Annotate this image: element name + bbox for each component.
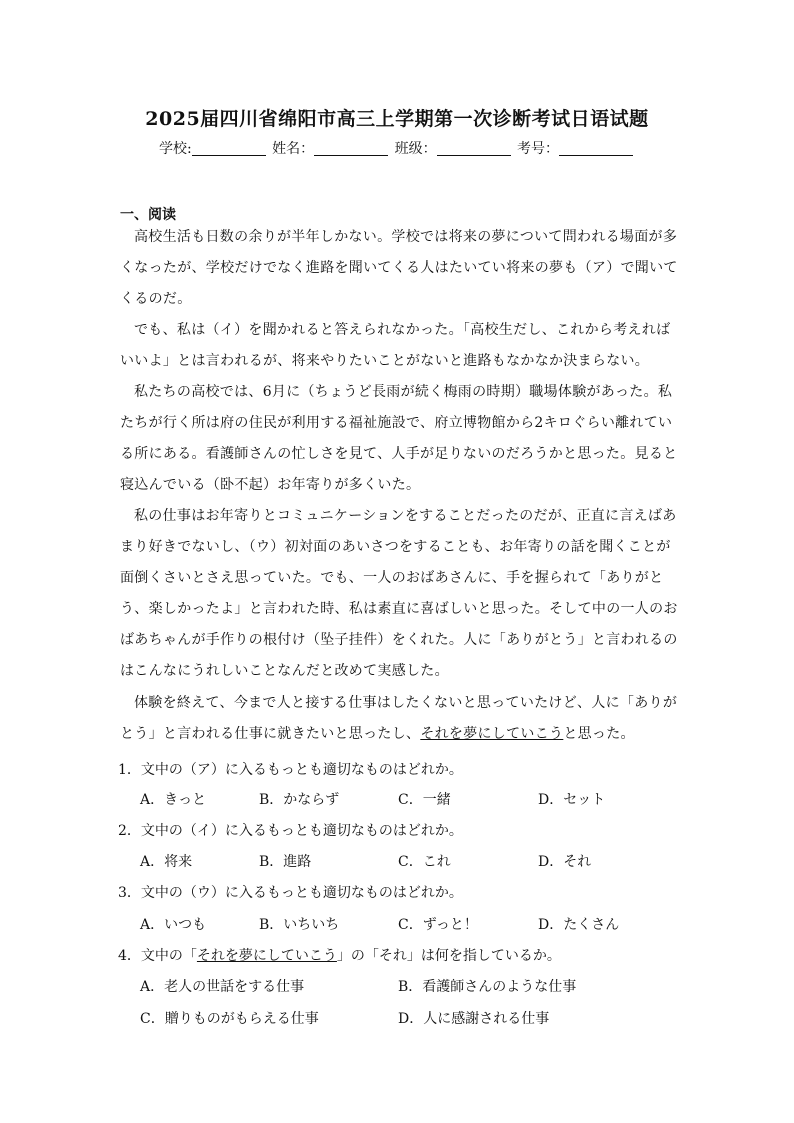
question-1-option-d[interactable]: D．セット [538,792,606,808]
question-2-option-d[interactable]: D．それ [538,854,592,870]
paragraph-5-end: と思った。 [563,726,635,742]
page-title: 2025届四川省绵阳市高三上学期第一次诊断考试日语试题 [145,108,649,130]
passage-paragraph-5 [120,688,680,750]
question-2-option-c[interactable]: C．これ [398,854,451,870]
question-1-option-c[interactable]: C．一緒 [398,792,451,808]
school-label: 学校: [158,141,192,157]
question-4-option-c[interactable]: C．贈りものがもらえる仕事 [140,1011,319,1027]
name-blank[interactable] [314,141,388,156]
question-2-stem: 2．文中の（イ）に入るもっとも適切なものはどれか。 [118,823,463,839]
passage-paragraph-4: 私の仕事はお年寄りとコミュニケーションをすることだったのだが、正直に言えばあまり好きでないし、（ウ）初対面のあいさつをすることも、お年寄りの話を聞くことが面倒くさいとさえ思っていた。でも、一人のおばあさんに、手を握られて「ありがとう、楽しかったよ」と言われた時、私は素直に喜ばしいと思った。そして中の一人のおばあちゃんが手作りの根付け（坠子挂件）をくれた。人に「ありがとう」と言われるのはこんなにうれしいことなんだと改めて実感した。 [120,508,678,679]
question-4-stem-start: 4．文中の「 [118,948,197,964]
passage-paragraph-2: でも、私は（イ）を聞かれると答えられなかった。「高校生だし、これから考えればいいよ」とは言われるが、将来やりたいことがないと進路もなかなか決まらない。 [120,322,671,369]
question-3-option-c[interactable]: C．ずっと！ [398,917,478,933]
class-label: 班级： [394,141,437,157]
question-4-stem [118,945,561,965]
student-info-line [0,138,794,158]
question-3-stem: 3．文中の（ウ）に入るもっとも適切なものはどれか。 [118,885,463,901]
class-blank[interactable] [437,141,511,156]
exam-number-label: 考号： [517,141,560,157]
question-4-underlined: それを夢にしていこう [196,948,337,964]
passage-paragraph-1: 高校生活も日数の余りが半年しかない。学校では将来の夢について問われる場面が多くなったが、学校だけでなく進路を聞いてくる人はたいてい将来の夢も（ア）で聞いてくるのだ。 [120,229,678,307]
school-blank[interactable] [192,141,266,156]
question-3-option-b[interactable]: B．いちいち [259,917,340,933]
question-4-option-a[interactable]: A．老人の世話をする仕事 [140,979,305,995]
question-3-option-a[interactable]: A．いつも [140,917,207,933]
question-2-option-a[interactable]: A．将来 [140,854,193,870]
paragraph-5-text: 体験を終えて、今まで人と接する仕事はしたくないと思っていたけど、人に「ありがとう」と言われる仕事に就きたいと思ったし、 [120,695,678,742]
question-4-option-d[interactable]: D．人に感謝される仕事 [398,1011,550,1027]
question-1-option-a[interactable]: A．きっと [140,792,207,808]
section-heading: 一、阅读 [120,207,176,223]
underlined-phrase: それを夢にしていこう [420,726,564,742]
question-1-stem: 1．文中の（ア）に入るもっとも適切なものはどれか。 [118,762,463,778]
question-4-stem-end: 」の「それ」は何を指しているか。 [336,948,561,964]
passage-paragraph-3: 私たちの高校では、6月に（ちょうど長雨が続く梅雨の時期）職場体験があった。私たちが行く所は府の住民が利用する福祉施設で、府立博物館から2キロぐらい離れている所にある。看護師さんの忙しさを見て、人手が足りないのだろうかと思った。見ると寝込んでいる（卧不起）お年寄りが多くいた。 [120,384,678,493]
question-3-option-d[interactable]: D．たくさん [538,917,620,933]
question-2-option-b[interactable]: B．進路 [259,854,312,870]
name-label: 姓名： [272,141,315,157]
exam-number-blank[interactable] [559,141,633,156]
question-1-option-b[interactable]: B．かならず [259,792,340,808]
question-4-option-b[interactable]: B．看護師さんのような仕事 [398,979,577,995]
